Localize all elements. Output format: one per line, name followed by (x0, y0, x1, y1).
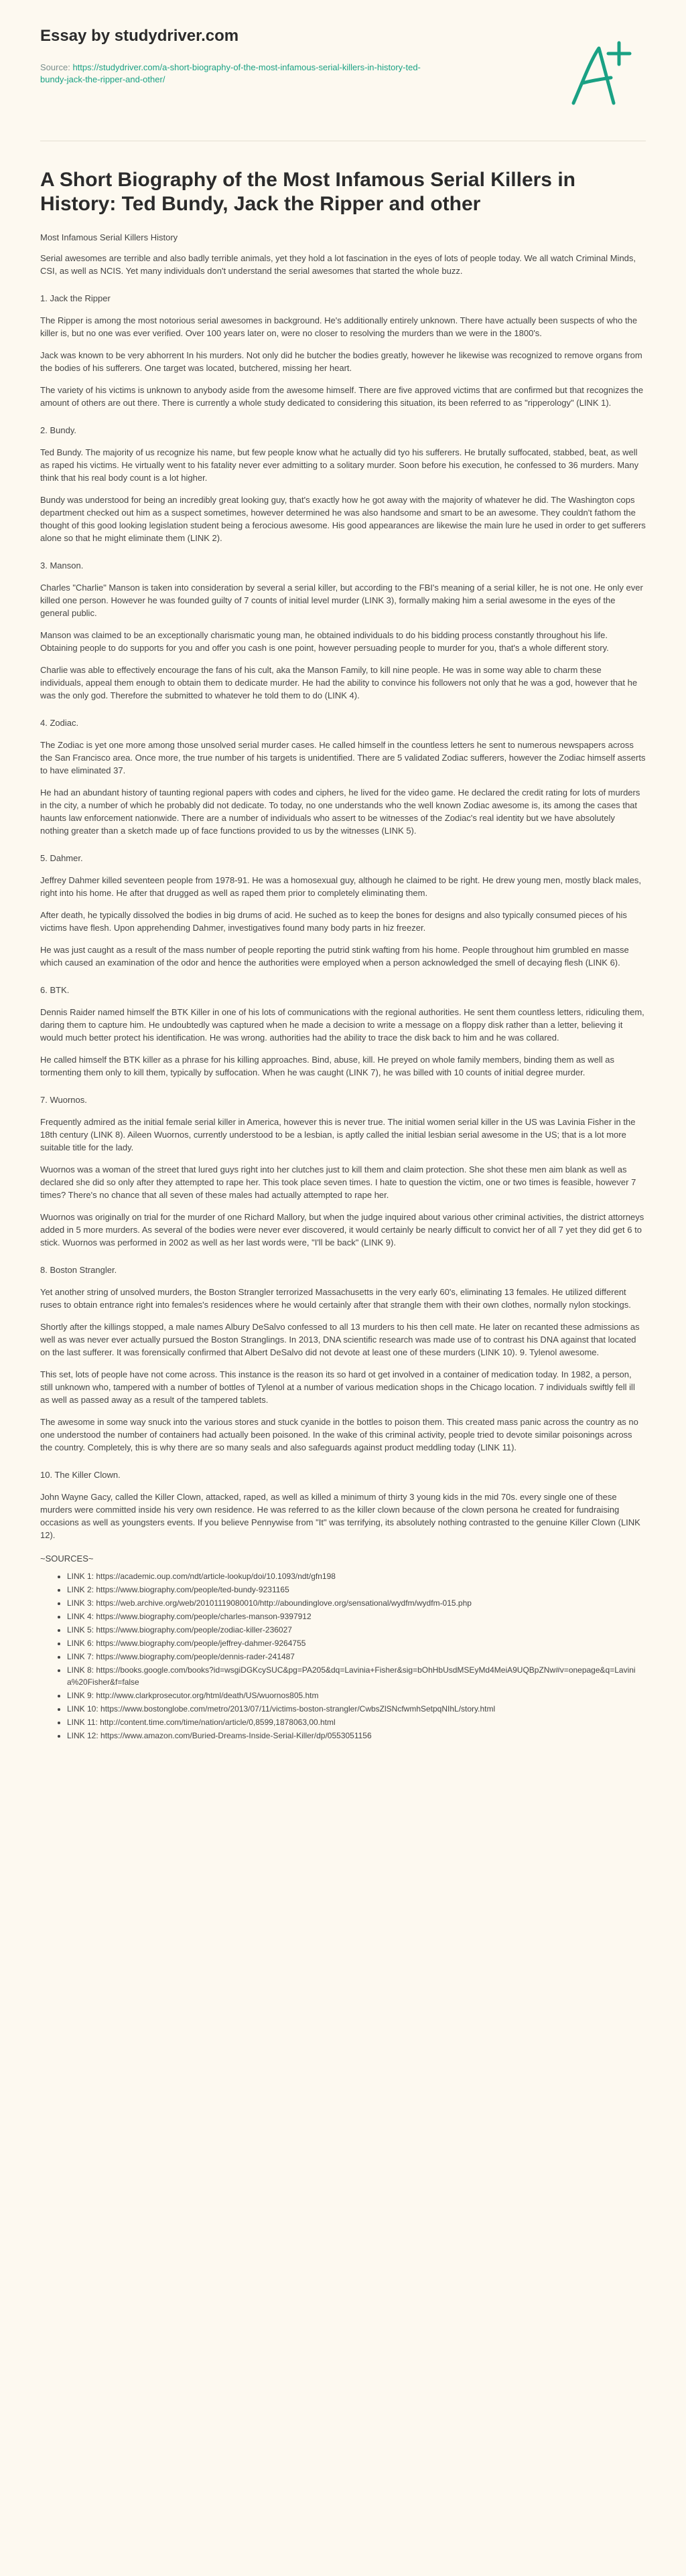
page-header (40, 27, 646, 134)
section-paragraph: This set, lots of people have not come across. This instance is the reason its so hard ot get involved in a container of medication today. In 1982, a person, still unknown who, tampered with a number of bottles of Tylenol at a number of various medication shops in the Chicago location. 7 individuals swiftly fell ill as well as passed away as a result of the tampered tablets. (40, 1369, 635, 1405)
section-heading: 2. Bundy. (40, 425, 76, 435)
source-item[interactable]: • LINK 6: https://www.biography.com/people/jeffrey-dahmer-9264755 (67, 1637, 646, 1649)
essay-title: A Short Biography of the Most Infamous Serial Killers in History: Ted Bundy, Jack the Ripper and other (40, 169, 575, 215)
source-item[interactable]: • LINK 3: https://web.archive.org/web/20101119080010/http://aboundinglove.org/sensational/wydfm/wydfm-015.php (67, 1597, 646, 1609)
section-heading: 5. Dahmer. (40, 853, 83, 863)
section-paragraph: Charlie was able to effectively encourage the fans of his cult, aka the Manson Family, to kill nine people. He was in some way able to charm these individuals, appeal them enough to obtain them to dedicate murder. He had the ability to convince his followers not only that he was a god, however that he was the only god. Therefore the submitted to whatever he told them to do (LINK 4). (40, 665, 638, 700)
a-plus-logo-icon (565, 36, 639, 110)
section-paragraph: Jeffrey Dahmer killed seventeen people from 1978-91. He was a homosexual guy, although he claimed to be right. He drew young men, mostly black males, right into his home. He after that drugged as well as raped them prior to completely eliminating them. (40, 875, 641, 898)
section-paragraph: The Zodiac is yet one more among those unsolved serial murder cases. He called himself in the countless letters he sent to numerous newspapers across the San Francisco area. Once more, the true number of his targets is unidentified. There are 5 validated Zodiac sufferers, however the Zodiac himself asserts to have eliminated 37. (40, 740, 646, 775)
section-heading: 10. The Killer Clown. (40, 1470, 121, 1480)
section-heading: 7. Wuornos. (40, 1095, 87, 1105)
section-paragraph: He had an abundant history of taunting regional papers with codes and ciphers, he lived for the video game. He declared the credit rating for lots of murders in the city, a number of which he probably did not dedicate. To today, no one understands who the well known Zodiac awesome is, its among the cases that haunts law enforcement nationwide. There are a number of individuals who assert to be witnesses of the Zodiac's real identity but we have absolutely nothing greater than a sketch made up of face functions provided to us by the witnesses (LINK 5). (40, 787, 640, 836)
source-item[interactable]: • LINK 9: http://www.clarkprosecutor.org/html/death/US/wuornos805.htm (67, 1689, 646, 1701)
section-paragraph: Bundy was understood for being an incredibly great looking guy, that's exactly how he got away with the majority of whatever he did. The Washington cops department checked out him as a suspect sometimes, however determined he was also handsome and smart to be an awesome. They couldn't fathom the thought of this good looking legislation student being a ferocious awesome. His good appearances are likewise the main lure he used in order to get sufferers alone so that he might eliminate them (LINK 2). (40, 495, 646, 543)
section-paragraph: Shortly after the killings stopped, a male names Albury DeSalvo confessed to all 13 murders to his then cell mate. He later on recanted these admissions as well as was never ever actually pursued the Boston Stranglings. In 2013, DNA scientific research was made use of to contrast his DNA against that located on the last sufferer. It was forensically confirmed that Albert DeSalvo did not devote at least one of these murders (LINK 10). 9. Tylenol awesome. (40, 1322, 640, 1357)
source-item[interactable]: • LINK 5: https://www.biography.com/people/zodiac-killer-236027 (67, 1624, 646, 1636)
section-paragraph: Ted Bundy. The majority of us recognize his name, but few people know what he actually did tyo his sufferers. He brutally suffocated, stabbed, beat, as well as raped his victims. He virtually went to his fatality never ever admitting to a solitary murder. Soon before his execution, he confessed to 36 murders. Many think that his real body count is a lot higher. (40, 447, 639, 483)
section-paragraph: The Ripper is among the most notorious serial awesomes in background. He's additionally entirely unknown. There have actually been suspects of who the killer is, but no one was ever verified. Over 100 years later on, were no closer to resolving the murders than we were in the 1800's. (40, 315, 638, 338)
source-line (40, 62, 442, 86)
source-item[interactable]: • LINK 4: https://www.biography.com/people/charles-manson-9397912 (67, 1610, 646, 1622)
essay-subtitle: Most Infamous Serial Killers History (40, 232, 178, 242)
section-heading: 1. Jack the Ripper (40, 293, 111, 303)
source-item[interactable]: • LINK 12: https://www.amazon.com/Buried-Dreams-Inside-Serial-Killer/dp/0553051156 (67, 1730, 646, 1742)
section-paragraph: Yet another string of unsolved murders, the Boston Strangler terrorized Massachusetts in the very early 60's, eliminating 13 females. He utilized different ruses to obtain entrance right into females's residences where he would certainly after that strangle them with their own clothes, normally nylon stockings. (40, 1287, 631, 1310)
sources-list (40, 1570, 646, 1742)
sources-title: ~SOURCES~ (40, 1554, 94, 1564)
section-heading: 8. Boston Strangler. (40, 1265, 117, 1275)
source-label: Source: (40, 62, 70, 72)
intro-paragraph: Serial awesomes are terrible and also badly terrible animals, yet they hold a lot fascination in the eyes of lots of people today. We all watch Criminal Minds, CSI, as well as NCIS. Yet many individuals don't understand the serial awesomes that started the whole buzz. (40, 253, 636, 276)
site-title: Essay by studydriver.com (40, 27, 239, 45)
section-paragraph: He called himself the BTK killer as a phrase for his killing approaches. Bind, abuse, kill. He preyed on whole family members, binding them as well as tormenting them only to kill them, typically by suffocation. When he was caught (LINK 7), he was billed with 10 counts of initial degree murder. (40, 1055, 614, 1077)
source-item[interactable]: • LINK 7: https://www.biography.com/people/dennis-rader-241487 (67, 1651, 646, 1663)
section-paragraph: Dennis Raider named himself the BTK Killer in one of his lots of communications with the regional authorities. He sent them countless letters, ridiculing them, daring them to capture him. He undoubtedly was captured when he made a decision to write a message on a floppy disk rather than a letter, believing it would much better protect his identification. He was wrong. authorities had the ability to trace the disk back to him and he was collared. (40, 1007, 644, 1043)
source-item[interactable]: • LINK 2: https://www.biography.com/people/ted-bundy-9231165 (67, 1584, 646, 1596)
section-paragraph: Manson was claimed to be an exceptionally charismatic young man, he obtained individuals to do his bidding process constantly throughout his life. Obtaining people to do supports for you and offer you cash is one point, however persuading people to murder for you, that's a whole different story. (40, 630, 609, 653)
essay-sections (40, 292, 646, 1541)
source-item[interactable]: • LINK 1: https://academic.oup.com/ndt/article-lookup/doi/10.1093/ndt/gfn198 (67, 1570, 646, 1582)
section-paragraph: Jack was known to be very abhorrent In his murders. Not only did he butcher the bodies greatly, however he likewise was recognized to remove organs from the bodies of his sufferers. One target was located, butchered, missing her heart. (40, 350, 642, 373)
section-paragraph: He was just caught as a result of the mass number of people reporting the putrid stink wafting from his home. People throughout him grumbled en masse which caused an examination of the odor and hence the authorities were employed when a person acknowledged the smell of decaying flesh (LINK 6). (40, 945, 629, 968)
source-item[interactable]: • LINK 8: https://books.google.com/books?id=wsgiDGKcySUC&pg=PA205&dq=Lavinia+Fisher&sig=bOhHbUsdMSEyMd4MeiA9UQBpZNw#v=onepage&q=Lavinia%20Fisher&f=false (67, 1664, 646, 1688)
section-paragraph: Frequently admired as the initial female serial killer in America, however this is never true. The initial women serial killer in the US was Lavinia Fisher in the 18th century (LINK 8). Aileen Wuornos, currently understood to be a lesbian, is aptly called the initial lesbian serial awesome in the US; that is a lot more suitable title for the lady. (40, 1117, 636, 1152)
section-paragraph: Charles "Charlie" Manson is taken into consideration by several a serial killer, but according to the FBI's meaning of a serial killer, he is not one. He only ever killed one person. However he was founded guilty of 7 counts of initial level murder (LINK 3), formally making him a serial awesome in the eyes of the general public. (40, 583, 643, 618)
source-item[interactable]: • LINK 11: http://content.time.com/time/nation/article/0,8599,1878063,00.html (67, 1716, 646, 1728)
section-paragraph: The variety of his victims is unknown to anybody aside from the awesome himself. There are five approved victims that are confirmed but that recognizes the amount of others are out there. There is currently a whole study dedicated to considering this situation, its been referred to as "ripperology" (LINK 1). (40, 385, 644, 408)
section-paragraph: Wuornos was originally on trial for the murder of one Richard Mallory, but when the judge inquired about various other criminal activities, the district attorneys added in 5 more murders. As several of the bodies were never ever discovered, it would certainly be nearly difficult to convict her of all 7 yet they did get 6 to stick. Wuornos was performed in 2002 as well as her last words were, "I'll be back" (LINK 9). (40, 1212, 644, 1247)
source-link[interactable]: https://studydriver.com/a-short-biography-of-the-most-infamous-serial-killers-in-history-ted-bundy-jack-the-ripper-and-other/ (40, 62, 421, 84)
section-paragraph: After death, he typically dissolved the bodies in big drums of acid. He suched as to keep the bones for designs and also typically consumed pieces of his victims have flesh. Upon apprehending Dahmer, investigatives found many body parts in hiz freezer. (40, 910, 627, 933)
section-paragraph: John Wayne Gacy, called the Killer Clown, attacked, raped, as well as killed a minimum of thirty 3 young kids in the mid 70s. every single one of these murders were committed inside his very own residence. He was referred to as the killer clown because of the clown persona he created for fundraising occasions as well as youngsters events. If you believe Pennywise from "It" was terrifying, its absolutely nothing contrasted to the genuine Killer Clown (LINK 12). (40, 1492, 640, 1540)
section-heading: 6. BTK. (40, 985, 70, 995)
section-paragraph: Wuornos was a woman of the street that lured guys right into her clutches just to kill them and claim protection. She shot these men aim blank as well as declared she did so only after they attempted to rape her. This took place seven times. I hate to question the victim, one or two times is feasible, however 7 times? There's no chance that all seven of these males had actually attempted to rape her. (40, 1164, 636, 1200)
section-heading: 3. Manson. (40, 560, 84, 571)
section-paragraph: The awesome in some way snuck into the various stores and stuck cyanide in the bottles to poison them. This created mass panic across the country as no one understood the number of containers had actually been poisoned. In the wake of this criminal activity, people tried to devote similar poisonings across the country. Completely, this is why there are so many seals and also safeguards against product meddling today (LINK 11). (40, 1417, 638, 1452)
source-item[interactable]: • LINK 10: https://www.bostonglobe.com/metro/2013/07/11/victims-boston-strangler/CwbsZlSNcfwmhSetpqNIhL/story.html (67, 1703, 646, 1715)
section-heading: 4. Zodiac. (40, 718, 79, 728)
